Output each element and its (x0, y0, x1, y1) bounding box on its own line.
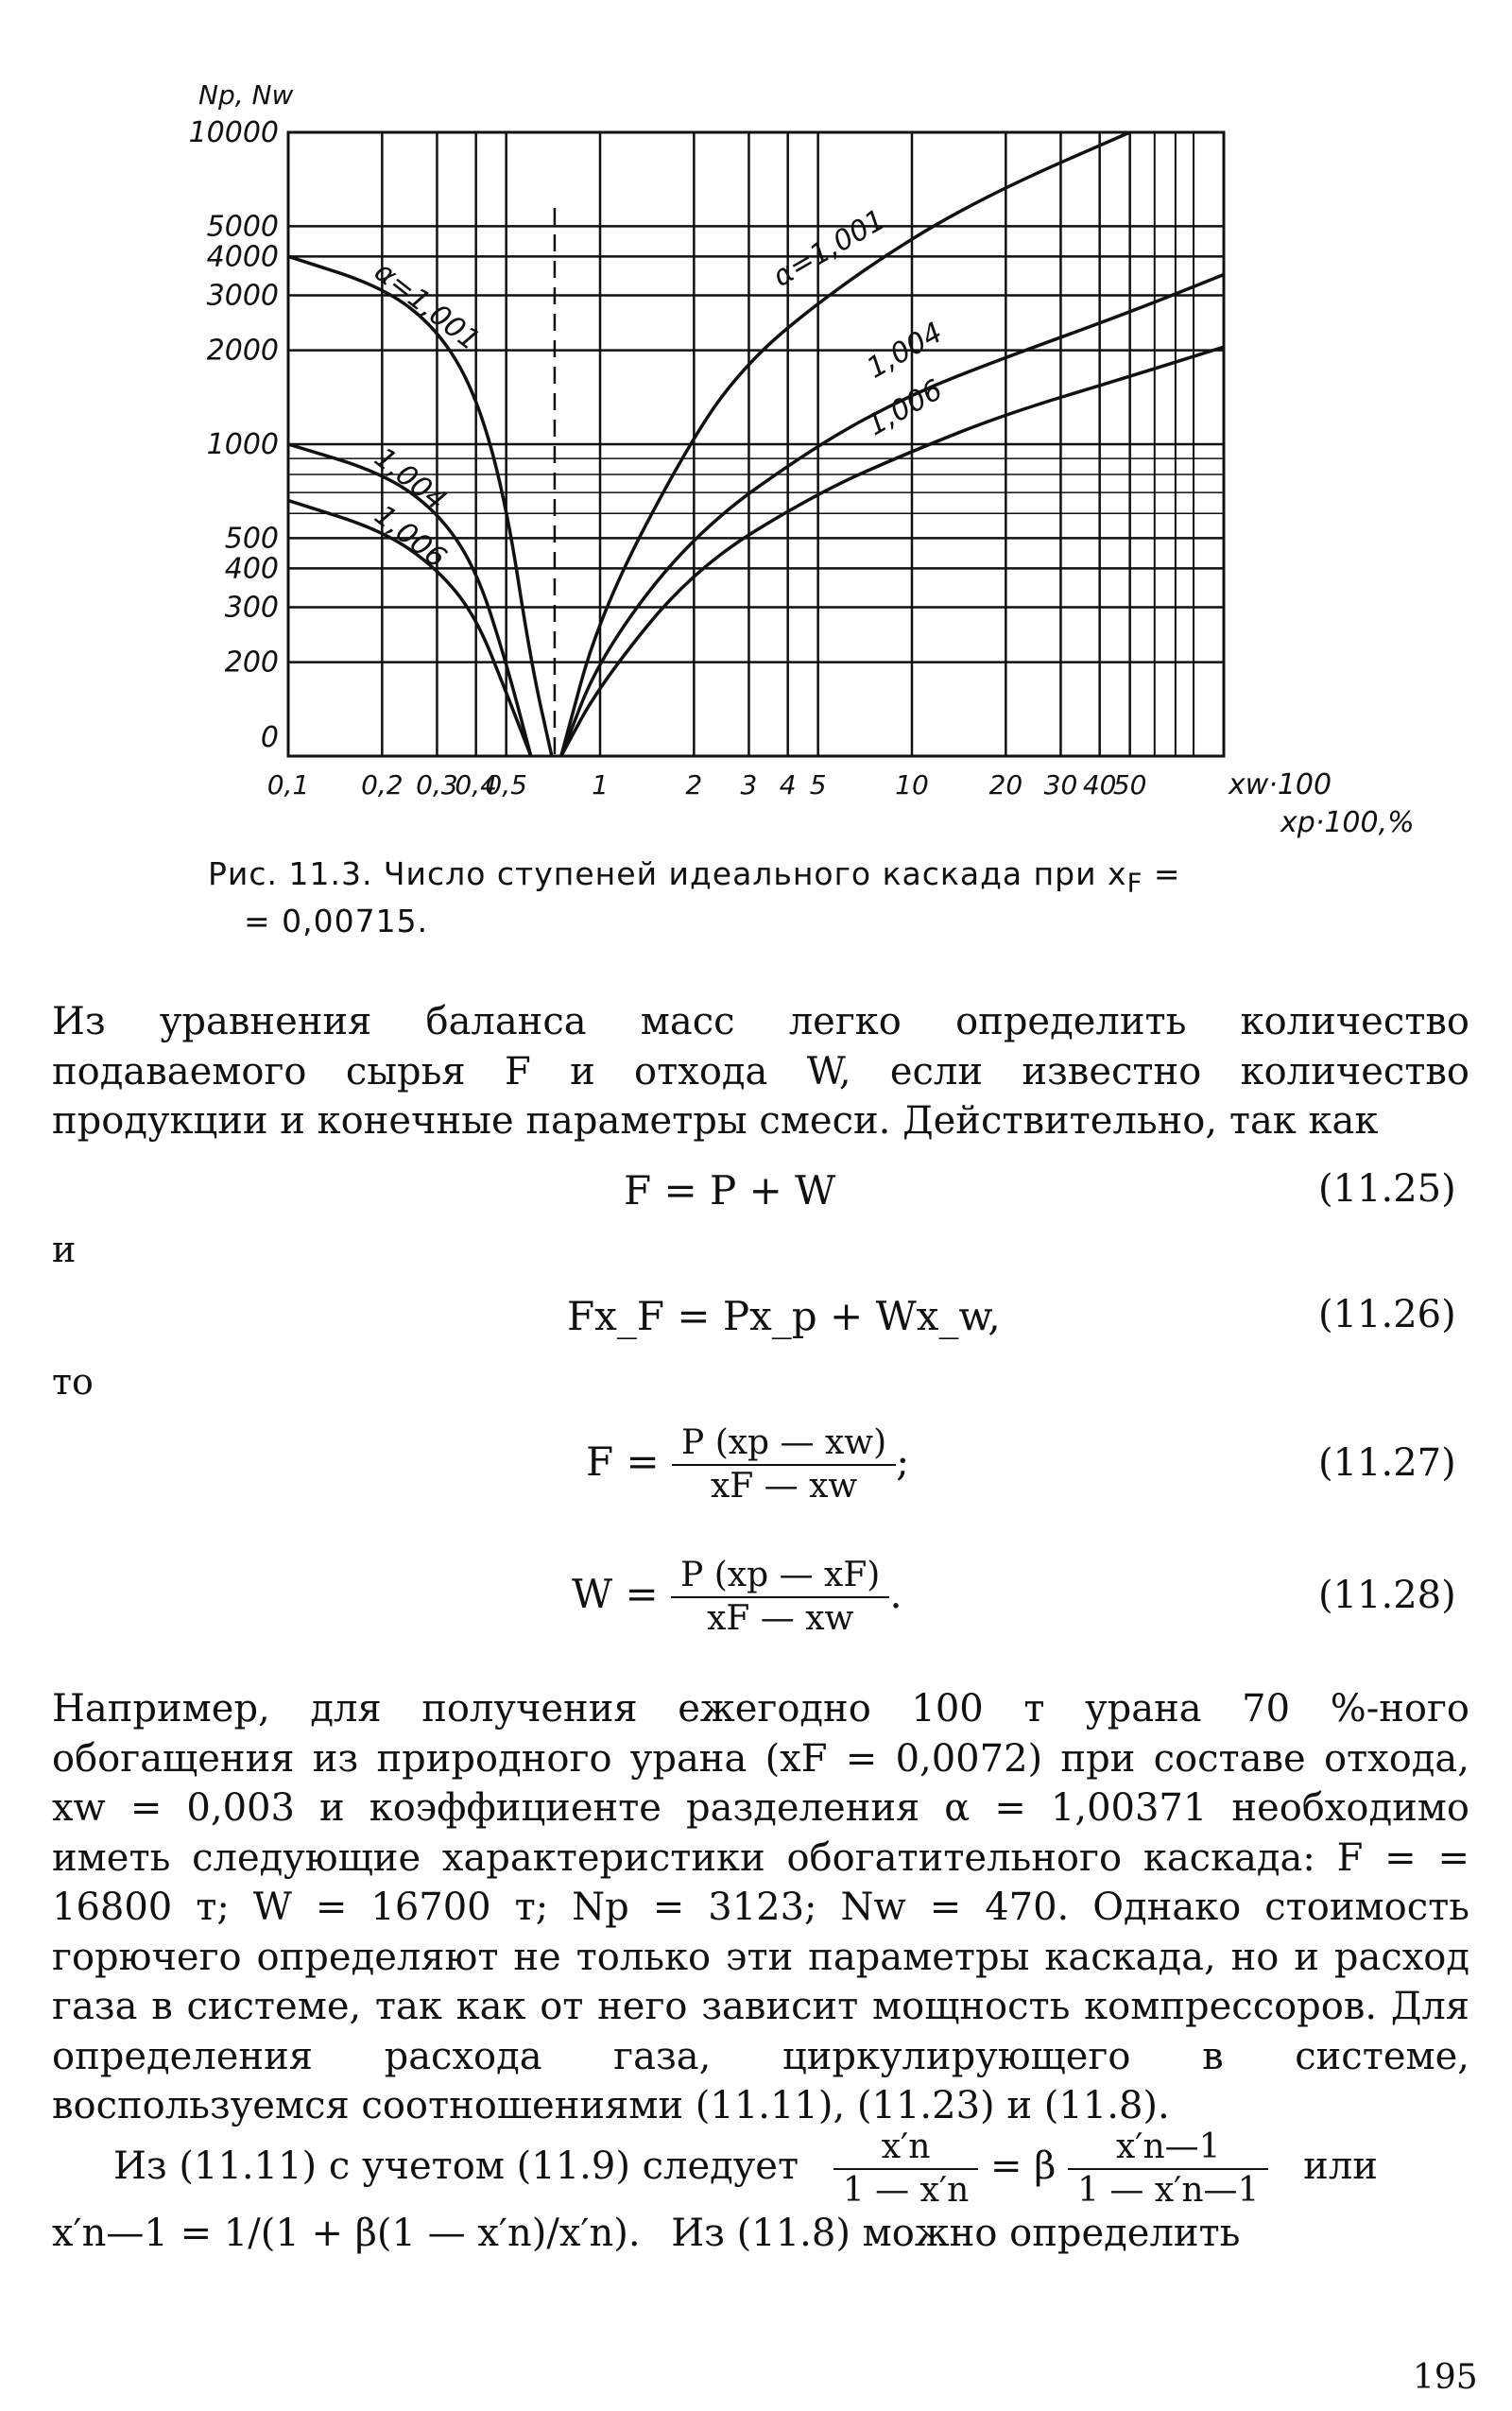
equation-11-27 (586, 1422, 909, 1507)
eq-11-27-lhs: F = (586, 1438, 660, 1485)
relation-tail: или (1303, 2144, 1378, 2188)
y-tick-label: 4000 (206, 240, 279, 274)
caption-line2: = 0,00715. (244, 902, 429, 939)
series-label: α=1,001 (368, 255, 487, 358)
equation-number-11-25: (11.25) (1318, 1167, 1456, 1211)
series-label: α=1,001 (767, 203, 891, 294)
relation-f2-num: x′n—1 (1068, 2127, 1268, 2170)
series-label: 1,004 (368, 440, 453, 518)
y-tick-label: 200 (224, 646, 279, 680)
x-tick-label: 50 (1112, 769, 1147, 801)
figure-caption (208, 855, 1323, 940)
x-tick-label: 5 (809, 769, 827, 801)
eq-11-27-numerator: P (xр — xw) (672, 1422, 896, 1466)
x-tick-label: 2 (685, 769, 703, 801)
equation-number-11-27: (11.27) (1318, 1441, 1456, 1485)
relation-mid: = β (990, 2144, 1057, 2188)
paragraph-mass-balance: Из уравнения баланса масс легко определить количество подаваемого сырья F и отхода W, если известно количество продукции и конечные параметры смеси. Действительно, так как (52, 1000, 1469, 1143)
chart (142, 66, 1415, 860)
x-tick-label: 4 (779, 769, 797, 801)
x-tick-label: 0,2 (361, 769, 404, 801)
word-and: и (52, 1229, 77, 1270)
y-tick-label: 400 (224, 552, 279, 586)
y-axis-label: Nр, Nw (198, 79, 294, 111)
eq-11-27-denominator: xF — xw (710, 1467, 858, 1506)
x-tick-label: 40 (1082, 769, 1117, 801)
relation-f1-num: x′n (833, 2127, 978, 2170)
y-tick-label: 500 (224, 522, 279, 556)
eq-11-27-fraction (672, 1422, 896, 1507)
figure-11-3 (142, 66, 1415, 860)
eq-11-28-tail: . (889, 1571, 902, 1617)
eq-11-28-numerator: P (xр — xF) (671, 1555, 889, 1598)
x-tick-label: 10 (895, 769, 929, 801)
caption-line1-tail: = (1143, 855, 1181, 892)
caption-sub: F (1126, 868, 1143, 899)
eq-11-28-fraction (671, 1555, 889, 1640)
y-tick-label: 0 (260, 721, 279, 754)
series-label: 1,006 (368, 498, 453, 576)
equation-number-11-28: (11.28) (1318, 1574, 1456, 1617)
equation-11-25: F = P + W (624, 1167, 836, 1214)
equation-11-26: Fx_F = Px_р + Wx_w, (567, 1293, 1001, 1339)
x-tick-label: 20 (988, 769, 1023, 801)
eq-11-27-tail: ; (896, 1438, 910, 1485)
series-label: 1,006 (861, 373, 949, 443)
page-number: 195 (1413, 2358, 1478, 2397)
y-tick-label: 300 (224, 591, 279, 625)
eq-11-28-denominator: xF — xw (707, 1599, 854, 1638)
relation-f2-den: 1 — x′n—1 (1077, 2171, 1260, 2210)
relation-f1-den: 1 — x′n (842, 2171, 970, 2210)
recursion-rest: Из (11.8) можно определить (671, 2212, 1241, 2255)
relation-fraction-2 (1068, 2127, 1268, 2212)
y-tick-label: 2000 (206, 334, 279, 368)
caption-line1: Рис. 11.3. Число ступеней идеального каскада при x (208, 855, 1127, 892)
x-tick-label: 0,1 (266, 769, 310, 801)
y-tick-label: 1000 (206, 428, 279, 461)
word-then: то (52, 1361, 94, 1403)
relation-lead: Из (11.11) с учетом (11.9) следует (113, 2144, 799, 2188)
x-tick-label: 30 (1043, 769, 1078, 801)
x-tick-label: 3 (740, 769, 758, 801)
recursion-formula: x′n—1 = 1/(1 + β(1 — x′n)/x′n). (52, 2212, 641, 2255)
x-axis-label-top: xw·100 (1228, 768, 1332, 801)
x-tick-label: 1 (592, 769, 609, 801)
y-tick-label: 10000 (188, 116, 279, 149)
x-tick-label: 0,4 (455, 769, 497, 801)
recursion-line (52, 2212, 1240, 2255)
x-tick-label: 0,5 (485, 769, 527, 801)
equation-number-11-26: (11.26) (1318, 1293, 1456, 1336)
y-tick-label: 5000 (206, 210, 279, 244)
equation-11-28 (572, 1555, 902, 1640)
x-axis-label-bottom: xр·100,% (1280, 806, 1415, 839)
y-tick-label: 3000 (206, 279, 279, 313)
x-tick-label: 0,3 (416, 769, 458, 801)
paragraph-example: Например, для получения ежегодно 100 т урана 70 %-ного обогащения из природного урана (xF = 0,0072) при составе отхода, xw = 0,003 и коэффициенте разделения α = 1,00371 необходимо иметь следующие характеристики обогатительного каскада: F = = 16800 т; W = 16700 т; Nр = 3123; Nw = 470. Однако стоимость горючего определяют не только эти параметры каскада, но и расход газа в системе, так как от него зависит мощность компрессоров. Для определения расхода газа, циркулирующего в системе, воспользуемся соотношениями (11.11), (11.23) и (11.8). (52, 1687, 1469, 2127)
relation-line (113, 2127, 1378, 2212)
relation-fraction-1 (833, 2127, 978, 2212)
series-label: 1,004 (861, 316, 949, 386)
eq-11-28-lhs: W = (572, 1571, 659, 1617)
